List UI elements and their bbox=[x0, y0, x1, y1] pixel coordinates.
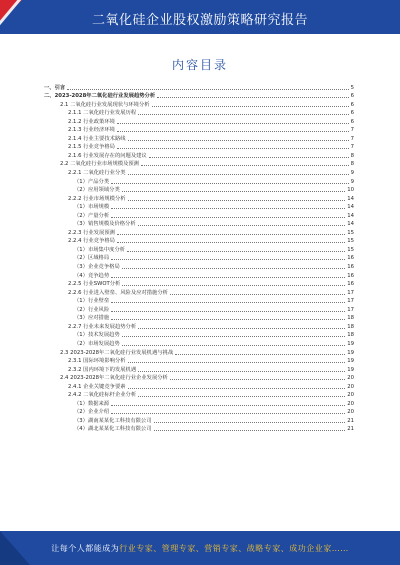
toc-entry[interactable] bbox=[44, 364, 354, 373]
toc-entry-label: 2.4.2 二氧化硅标杆企业分析 bbox=[68, 392, 137, 399]
toc-entry-label: （2）企业介绍 bbox=[74, 409, 110, 416]
toc-entry-label: 2.1.3 行业经济环境 bbox=[68, 127, 115, 134]
footer-slogan bbox=[0, 543, 400, 554]
toc-entry-page: 6 bbox=[350, 118, 354, 125]
toc-entry-label: 2.2.4 行业竞争格局 bbox=[68, 238, 115, 245]
toc-entry-page: 15 bbox=[347, 246, 354, 253]
toc-dot-leader bbox=[111, 413, 345, 414]
toc-entry-page: 14 bbox=[347, 221, 354, 228]
toc-entry[interactable] bbox=[44, 347, 354, 356]
toc-entry-page: 9 bbox=[350, 178, 354, 185]
toc-dot-leader bbox=[175, 354, 345, 355]
toc-entry-label: 2.3.2 国内环境下的发展机遇 bbox=[68, 366, 137, 373]
toc-entry-label: 2.1.4 行业主要技术路线 bbox=[68, 135, 126, 142]
toc-entry[interactable] bbox=[44, 219, 354, 228]
toc-entry-page: 20 bbox=[347, 375, 354, 382]
toc-entry[interactable] bbox=[44, 424, 354, 433]
toc-entry-page: 15 bbox=[347, 229, 354, 236]
toc-entry[interactable] bbox=[44, 133, 354, 142]
toc-dot-leader bbox=[138, 328, 345, 329]
toc-entry-label: 2.1.2 行业政策环境 bbox=[68, 118, 115, 125]
header-banner bbox=[0, 0, 400, 34]
toc-dot-leader bbox=[157, 97, 348, 98]
toc-entry[interactable] bbox=[44, 159, 354, 168]
toc-entry-page: 18 bbox=[347, 323, 354, 330]
toc-entry-page: 19 bbox=[347, 358, 354, 365]
toc-entry-label: （4）湖北某某化工科技有限公司 bbox=[74, 426, 152, 433]
toc-dot-leader bbox=[117, 242, 345, 243]
toc-entry-label: 2.4 2023-2028年二氧化硅行业企业发展分析 bbox=[60, 375, 168, 382]
toc-entry-label: 2.2 二氧化硅行业市场规模及预测 bbox=[60, 161, 139, 168]
toc-entry-page: 16 bbox=[347, 264, 354, 271]
toc-entry[interactable] bbox=[44, 321, 354, 330]
toc-dot-leader bbox=[138, 371, 345, 372]
toc-entry-page: 9 bbox=[350, 170, 354, 177]
toc-entry-label: （3）企业竞争格局 bbox=[74, 264, 120, 271]
toc-dot-leader bbox=[128, 388, 346, 389]
toc-entry[interactable] bbox=[44, 381, 354, 390]
toc-entry-page: 7 bbox=[350, 135, 354, 142]
toc-dot-leader bbox=[111, 302, 345, 303]
toc-dot-leader bbox=[67, 89, 348, 90]
toc-entry-page: 18 bbox=[347, 332, 354, 339]
toc-dot-leader bbox=[117, 131, 349, 132]
toc-dot-leader bbox=[128, 140, 349, 141]
toc-dot-leader bbox=[111, 405, 345, 406]
toc-dot-leader bbox=[127, 251, 345, 252]
toc-dot-leader bbox=[117, 234, 345, 235]
toc-entry-label: （1）市场规模 bbox=[74, 204, 110, 211]
toc-entry[interactable] bbox=[44, 373, 354, 382]
toc-entry[interactable] bbox=[44, 116, 354, 125]
toc-entry[interactable] bbox=[44, 253, 354, 262]
toc-entry-page: 20 bbox=[347, 409, 354, 416]
table-of-contents bbox=[44, 82, 354, 432]
toc-entry-label: 2.2.2 行业市场规模分析 bbox=[68, 195, 126, 202]
toc-entry[interactable] bbox=[44, 193, 354, 202]
toc-entry-page: 14 bbox=[347, 195, 354, 202]
toc-entry-page: 17 bbox=[347, 298, 354, 305]
toc-entry-label: 2.2.7 行业未来发展趋势分析 bbox=[68, 323, 137, 330]
toc-dot-leader bbox=[122, 345, 346, 346]
toc-entry-page: 8 bbox=[350, 161, 354, 168]
toc-entry-page: 16 bbox=[347, 272, 354, 279]
toc-dot-leader bbox=[152, 106, 349, 107]
toc-dot-leader bbox=[128, 200, 346, 201]
toc-dot-leader bbox=[111, 183, 348, 184]
toc-entry[interactable] bbox=[44, 91, 354, 100]
toc-entry-page: 7 bbox=[350, 127, 354, 134]
toc-entry-label: （1）市场集中度分析 bbox=[74, 246, 126, 253]
toc-entry-page: 7 bbox=[350, 144, 354, 151]
document-title: 二氧化硅企业股权激励策略研究报告 bbox=[91, 13, 308, 28]
toc-dot-leader bbox=[111, 319, 345, 320]
toc-entry[interactable] bbox=[44, 176, 354, 185]
toc-entry-page: 19 bbox=[347, 366, 354, 373]
toc-entry-label: 一、引言 bbox=[44, 84, 66, 91]
toc-dot-leader bbox=[111, 311, 345, 312]
toc-entry-label: （1）产品分类 bbox=[74, 178, 110, 185]
toc-entry-page: 19 bbox=[347, 340, 354, 347]
toc-entry[interactable] bbox=[44, 356, 354, 365]
toc-dot-leader bbox=[128, 362, 346, 363]
toc-entry-page: 17 bbox=[347, 289, 354, 296]
toc-entry-label: 2.2.6 行业进入壁垒、风险及应对措施分析 bbox=[68, 289, 168, 296]
toc-heading: 内容目录 bbox=[171, 58, 228, 72]
toc-entry-page: 21 bbox=[347, 426, 354, 433]
toc-entry-page: 5 bbox=[350, 84, 354, 91]
toc-dot-leader bbox=[138, 225, 346, 226]
toc-entry-label: （2）区域格局 bbox=[74, 255, 110, 262]
toc-entry[interactable] bbox=[44, 338, 354, 347]
toc-entry[interactable] bbox=[44, 108, 354, 117]
toc-entry[interactable] bbox=[44, 270, 354, 279]
toc-entry-page: 17 bbox=[347, 306, 354, 313]
toc-entry-label: 2.1 二氧化硅行业发展现状与环境分析 bbox=[60, 101, 150, 108]
toc-entry-label: （4）竞争趋势 bbox=[74, 272, 110, 279]
toc-dot-leader bbox=[138, 396, 345, 397]
toc-entry-label: （1）行业壁垒 bbox=[74, 298, 110, 305]
toc-dot-leader bbox=[111, 277, 345, 278]
toc-entry-page: 6 bbox=[350, 110, 354, 117]
toc-entry-label: （3）湖南某某化工科技有限公司 bbox=[74, 417, 152, 424]
toc-entry-label: 2.4.1 企业关键竞争要素 bbox=[68, 383, 126, 390]
toc-entry[interactable] bbox=[44, 279, 354, 288]
toc-entry[interactable] bbox=[44, 244, 354, 253]
toc-entry-label: （3）销售规模及价格分析 bbox=[74, 221, 136, 228]
toc-entry[interactable] bbox=[44, 296, 354, 305]
toc-entry-label: 2.2.3 行业发展预测 bbox=[68, 229, 115, 236]
toc-entry-page: 14 bbox=[347, 212, 354, 219]
toc-entry[interactable] bbox=[44, 287, 354, 296]
toc-entry[interactable] bbox=[44, 185, 354, 194]
toc-entry-page: 10 bbox=[347, 187, 354, 194]
toc-entry-page: 20 bbox=[347, 392, 354, 399]
toc-entry-page: 20 bbox=[347, 383, 354, 390]
toc-dot-leader bbox=[154, 422, 346, 423]
toc-entry[interactable] bbox=[44, 330, 354, 339]
toc-dot-leader bbox=[111, 259, 345, 260]
toc-dot-leader bbox=[122, 285, 345, 286]
footer-banner bbox=[0, 531, 400, 565]
toc-dot-leader bbox=[154, 430, 346, 431]
toc-entry-label: 2.1.1 二氧化硅行业发展历程 bbox=[68, 110, 137, 117]
toc-dot-leader bbox=[138, 114, 348, 115]
toc-entry[interactable] bbox=[44, 313, 354, 322]
toc-dot-leader bbox=[122, 336, 346, 337]
toc-dot-leader bbox=[122, 191, 346, 192]
toc-entry[interactable] bbox=[44, 261, 354, 270]
toc-dot-leader bbox=[170, 294, 345, 295]
toc-entry[interactable] bbox=[44, 82, 354, 91]
toc-dot-leader bbox=[117, 123, 349, 124]
toc-entry-label: （2）市场发展趋势 bbox=[74, 340, 120, 347]
toc-entry[interactable] bbox=[44, 99, 354, 108]
toc-entry[interactable] bbox=[44, 210, 354, 219]
toc-entry-label: 2.3.1 国际环境影响分析 bbox=[68, 358, 126, 365]
toc-entry-page: 20 bbox=[347, 400, 354, 407]
toc-entry[interactable] bbox=[44, 304, 354, 313]
toc-entry-label: 2.2.1 二氧化硅行业分类 bbox=[68, 170, 126, 177]
toc-dot-leader bbox=[170, 379, 345, 380]
toc-entry-page: 6 bbox=[350, 93, 354, 100]
toc-entry[interactable] bbox=[44, 125, 354, 134]
toc-entry-page: 14 bbox=[347, 204, 354, 211]
toc-entry-page: 18 bbox=[347, 315, 354, 322]
toc-entry-label: （2）行业风险 bbox=[74, 306, 110, 313]
toc-entry-page: 19 bbox=[347, 349, 354, 356]
toc-dot-leader bbox=[117, 148, 349, 149]
toc-entry[interactable] bbox=[44, 227, 354, 236]
toc-dot-leader bbox=[111, 217, 345, 218]
toc-entry[interactable] bbox=[44, 150, 354, 159]
toc-dot-leader bbox=[128, 174, 349, 175]
toc-entry[interactable] bbox=[44, 142, 354, 151]
toc-entry-page: 21 bbox=[347, 417, 354, 424]
toc-entry[interactable] bbox=[44, 407, 354, 416]
toc-dot-leader bbox=[141, 165, 349, 166]
footer-slogan-prefix: 让每个人都能成为 bbox=[51, 544, 120, 553]
toc-entry-page: 16 bbox=[347, 255, 354, 262]
toc-entry-label: （1）技术发展趋势 bbox=[74, 332, 120, 339]
toc-entry[interactable] bbox=[44, 202, 354, 211]
toc-dot-leader bbox=[122, 268, 346, 269]
toc-entry[interactable] bbox=[44, 236, 354, 245]
toc-entry-label: （2）产量分析 bbox=[74, 212, 110, 219]
toc-dot-leader bbox=[149, 157, 349, 158]
toc-entry-label: 2.1.5 行业竞争格局 bbox=[68, 144, 115, 151]
toc-entry-page: 15 bbox=[347, 238, 354, 245]
toc-entry[interactable] bbox=[44, 398, 354, 407]
footer-slogan-highlight: 行业专家、管理专家、营销专家、战略专家、成功企业家…… bbox=[119, 544, 349, 553]
toc-entry-label: （1）数据来源 bbox=[74, 400, 110, 407]
toc-entry[interactable] bbox=[44, 390, 354, 399]
toc-entry-label: （3）应对措施 bbox=[74, 315, 110, 322]
toc-entry[interactable] bbox=[44, 415, 354, 424]
toc-entry-page: 6 bbox=[350, 101, 354, 108]
toc-entry-label: （2）应用领域分类 bbox=[74, 187, 120, 194]
toc-entry-page: 8 bbox=[350, 152, 354, 159]
toc-entry-label: 2.2.5 行业SWOT分析 bbox=[68, 281, 121, 288]
toc-entry-label: 2.1.6 行业发展存在的问题及建议 bbox=[68, 152, 147, 159]
toc-entry[interactable] bbox=[44, 167, 354, 176]
toc-entry-label: 2.3 2023-2028年二氧化硅行业发展机遇与挑战 bbox=[60, 349, 174, 356]
toc-entry-label: 二、2023-2028年二氧化硅行业发展趋势分析 bbox=[44, 93, 156, 100]
toc-dot-leader bbox=[111, 208, 345, 209]
toc-entry-page: 16 bbox=[347, 281, 354, 288]
